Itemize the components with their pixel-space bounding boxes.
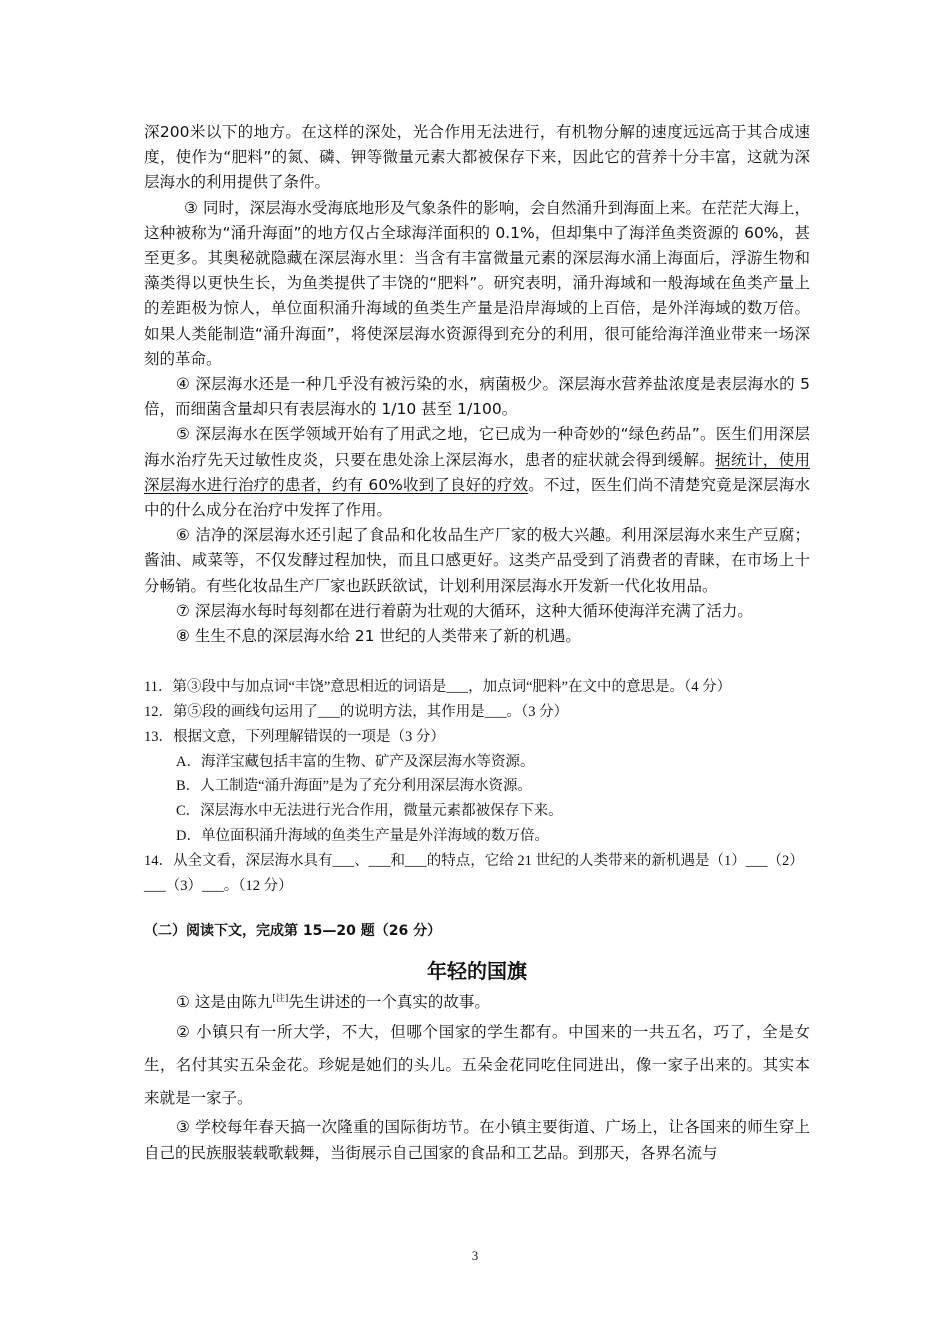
story-paragraph-2: ② 小镇只有一所大学，不大，但哪个国家的学生都有。中国来的一共五名，巧了，全是女生，名付其实五朵金花。珍妮是她们的头儿。五朵金花同吃住同进出，像一家子出来的。其实本来就是一家子。 [144, 1023, 810, 1108]
paragraph-5-text-a: ⑤ 深层海水在医学领域开始有了用武之地，它已成为一种奇妙的“绿色药品”。医生们用深层海水治疗先天过敏性皮炎，只要在患处涂上深层海水，患者的症状就会得到缓解。 [144, 425, 810, 469]
paragraph-6: ⑥ 洁净的深层海水还引起了食品和化妆品生产厂家的极大兴趣。利用深层海水来生产豆腐；酱油、咸菜等，不仅发酵过程加快，而且口感更好。这类产品受到了消费者的青睐，在市场上十分畅销。有些化妆品生产厂家也跃跃欲试，计划利用深层海水开发新一代化妆用品。 [144, 526, 810, 595]
story-paragraph-1 [144, 990, 810, 1016]
paragraph-3: ③ 同时，深层海水受海底地形及气象条件的影响，会自然涌升到海面上来。在茫茫大海上，这种被称为“涌升海面”的地方仅占全球海洋面积的 0.1%，但却集中了海洋鱼类资源的 60%，甚至更多。其奥秘就隐藏在深层海水里：当含有丰富微量元素的深层海水涌上海面后，浮游生物和藻类得以更快生长，为鱼类提供了丰饶的“肥料”。研究表明，涌升海域和一般海域在鱼类产量上的差距极为惊人，单位面积涌升海域的鱼类生产量是沿岸海域的上百倍，是外洋海域的数万倍。如果人类能制造“涌升海面”，将使深层海水资源得到充分的利用，很可能给海洋渔业带来一场深刻的革命。 [144, 198, 810, 368]
question-13-option-c: C．深层海水中无法进行光合作用，微量元素都被保存下来。 [176, 803, 563, 820]
question-13-option-d: D．单位面积涌升海域的鱼类生产量是外洋海域的数万倍。 [176, 828, 549, 845]
section-heading: （二）阅读下文，完成第 15—20 题（26 分） [144, 923, 442, 940]
story-young-flag [144, 990, 810, 1166]
paragraph-5 [144, 422, 810, 523]
paragraph-4: ④ 深层海水还是一种几乎没有被污染的水，病菌极少。深层海水营养盐浓度是表层海水的 5 倍，而细菌含量却只有表层海水的 1/10 甚至 1/100。 [144, 375, 810, 419]
question-12: 12．第⑤段的画线句运用了___的说明方法，其作用是___。（3 分） [144, 704, 569, 721]
question-13: 13．根据文意，下列理解错误的一项是（3 分） [144, 728, 445, 745]
paragraph-5-text-b: 。不过，医生们尚不清楚究竟是深层海水中的什么成分在治疗中发挥了作用。 [144, 475, 810, 520]
passage-deep-sea-water [144, 120, 810, 649]
paragraph-8: ⑧ 生生不息的深层海水给 21 世纪的人类带来了新的机遇。 [176, 627, 581, 646]
story-paragraph-1-text-a: ① 这是由陈九 [176, 993, 273, 1012]
question-13-option-a: A．海洋宝藏包括丰富的生物、矿产及深层海水等资源。 [176, 753, 535, 770]
article-title: 年轻的国旗 [427, 959, 527, 984]
underlined-sentence: 据统计，使用深层海水进行治疗的患者，约有 60%收到了良好的疗效 [144, 450, 810, 494]
story-paragraph-1-text-b: 先生讲述的一个真实的故事。 [288, 993, 490, 1012]
question-list [144, 675, 810, 898]
paragraph-7: ⑦ 深层海水每时每刻都在进行着蔚为壮观的大循环，这种大循环使海洋充满了活力。 [176, 601, 753, 620]
question-13-option-b: B．人工制造“涌升海面”是为了充分利用深层海水资源。 [176, 778, 533, 795]
document-page [144, 120, 810, 1166]
question-11: 11．第③段中与加点词“丰饶”意思相近的词语是___，加点词“肥料”在文中的意思是。（4 分） [144, 679, 732, 696]
page-number: 3 [471, 1248, 479, 1263]
footnote-marker: [注] [272, 994, 289, 1005]
story-paragraph-3: ③ 学校每年春天搞一次隆重的国际街坊节。在小镇主要街道、广场上，让各国来的师生穿上自己的民族服装载歌载舞，当街展示自己国家的食品和工艺品。到那天，各界名流与 [144, 1118, 810, 1162]
spacer [144, 649, 810, 675]
question-14: 14．从全文看，深层海水具有___、___和___的特点，它给 21 世纪的人类带来的新机遇是（1）___（2）___（3）___。（12 分） [144, 852, 804, 894]
paragraph-2-continued: 深200米以下的地方。在这样的深处，光合作用无法进行，有机物分解的速度远远高于其合成速度，使作为“肥料”的氮、磷、钾等微量元素大都被保存下来，因此它的营养十分丰富，这就为深层海水的利用提供了条件。 [144, 123, 810, 192]
